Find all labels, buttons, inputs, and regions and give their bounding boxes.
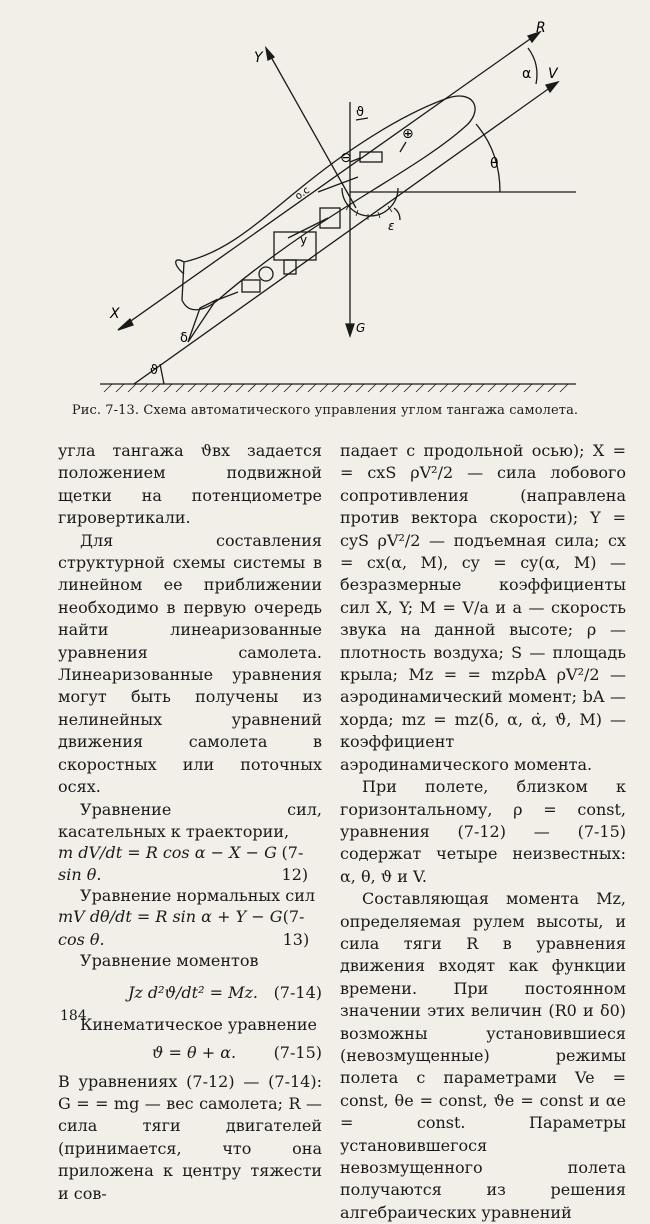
left-paragraph-3: Уравнение сил, касательных к траектории, [58,799,322,841]
left-paragraph-6: Кинематическое уравнение [80,1015,318,1035]
equation-7-15 [58,1041,322,1067]
label-y: Y [254,50,263,66]
right-paragraph-2: При полете, близком к горизонтальному, ρ = const, уравнения (7-12) — (7-15) содержат четыре неизвестных: α, θ, ϑ и V. [340,777,626,886]
equation-7-12-formula: m dV/dt = R cos α − X − G sin θ. [58,842,277,885]
left-paragraph-2: Для составления структурной схемы системы в линейном ее приближении необходимо в первую очередь найти линеаризованные уравнения самолета. Линеаризованные уравнения могут быть получены из нелинейных уравнений движения самолета в скоростных или поточных осях. [58,530,322,797]
g-arrowhead [346,324,354,336]
label-g: G [356,321,366,335]
label-oc: о.с [293,184,312,203]
equation-7-12 [58,842,322,885]
equation-7-14-formula: Jz d²ϑ/dt² = Mz. [128,982,258,1002]
servo-block [242,280,260,292]
label-epsilon: ε [388,219,395,233]
equation-7-14 [58,976,322,1010]
label-plus: ⊕ [402,126,414,142]
y-axis [266,48,356,208]
right-paragraph-3: Составляющая момента Mz, определяемая рулем высоты, и сила тяги R в уравнения движения входят как функции времени. При постоянном значении этих величин (R0 и δ0) возможны установившиеся (невозмущенные) режимы полета с параметрами Ve = const, θe = const, ϑe = const и αe = const. Параметры установившегося невозмущенного полета получаются из решения алгебраических уравнений [340,889,626,1222]
amplifier-block [274,232,316,260]
label-vartheta-top: ϑ [356,105,365,120]
figure-caption: Рис. 7-13. Схема автоматического управления углом тангажа самолета. [71,403,579,418]
control-block [320,208,340,228]
label-x: X [110,306,120,322]
relay-block [284,260,296,274]
page-number: 184 [60,1008,87,1024]
diagram-svg [88,12,580,398]
aircraft-pitch-diagram [88,12,580,398]
v-axis [134,82,558,384]
label-r: R [536,20,546,36]
potentiometer [259,267,273,281]
equation-7-12-number: (7-12) [281,842,309,885]
equation-7-13 [58,907,322,949]
right-column [340,440,626,1224]
left-paragraph-5: Уравнение моментов [80,950,259,970]
label-v: V [548,66,558,82]
label-alpha: α [522,66,532,82]
label-theta: θ [490,156,499,172]
left-paragraph-4: Уравнение нормальных сил [80,886,316,906]
left-column [58,440,322,1205]
epsilon-arc [394,208,400,220]
equation-7-13-formula: mV dθ/dt = R sin α + Y − G cos θ. [58,907,283,949]
aircraft-fuselage [182,96,475,310]
label-minus: ⊖ [340,150,352,166]
equation-7-15-number: (7-15) [273,1043,322,1063]
tail-fin [176,260,184,274]
label-delta: δ [180,331,188,346]
right-paragraph-1: падает с продольной осью); X = = cxS ρV²/2 — сила лобового сопротивления (направлена против вектора скорости); Y = cyS ρV²/2 — подъемная сила; cx = cx(α, M), cy = cy(α, M) — безразмерные коэффициенты сил X, Y; M = V/a и a — скорость звука на данной высоте; ρ — плотность воздуха; S — площадь крыла; Mz = = mzρbA ρV²/2 — аэродинамический момент; bA — хорда; mz = mz(δ, α, α̇, ϑ̇, M) — коэффициент аэродинамического момента. [340,441,626,774]
equation-7-13-number: (7-13) [282,907,310,949]
v-arrowhead [546,82,558,92]
y-arrowhead [266,48,274,60]
equation-7-14-number: (7-14) [273,982,322,1002]
label-y-block: у [300,233,308,247]
left-paragraph-7: В уравнениях (7-12) — (7-14): G = = mg — вес самолета; R — сила тяги двигателей (принимается, что она приложена к центру тяжести и сов- [58,1071,322,1203]
r-axis [118,32,540,330]
x-arrowhead [118,319,133,330]
left-paragraph-1: угла тангажа ϑвх задается положением подвижной щетки на потенциометре гировертикали. [58,441,322,528]
equation-7-15-formula: ϑ = θ + α. [152,1043,237,1063]
vartheta-ground-arc [160,364,164,384]
label-vartheta-ground: ϑ [150,363,159,378]
ground-hatch [104,384,568,392]
